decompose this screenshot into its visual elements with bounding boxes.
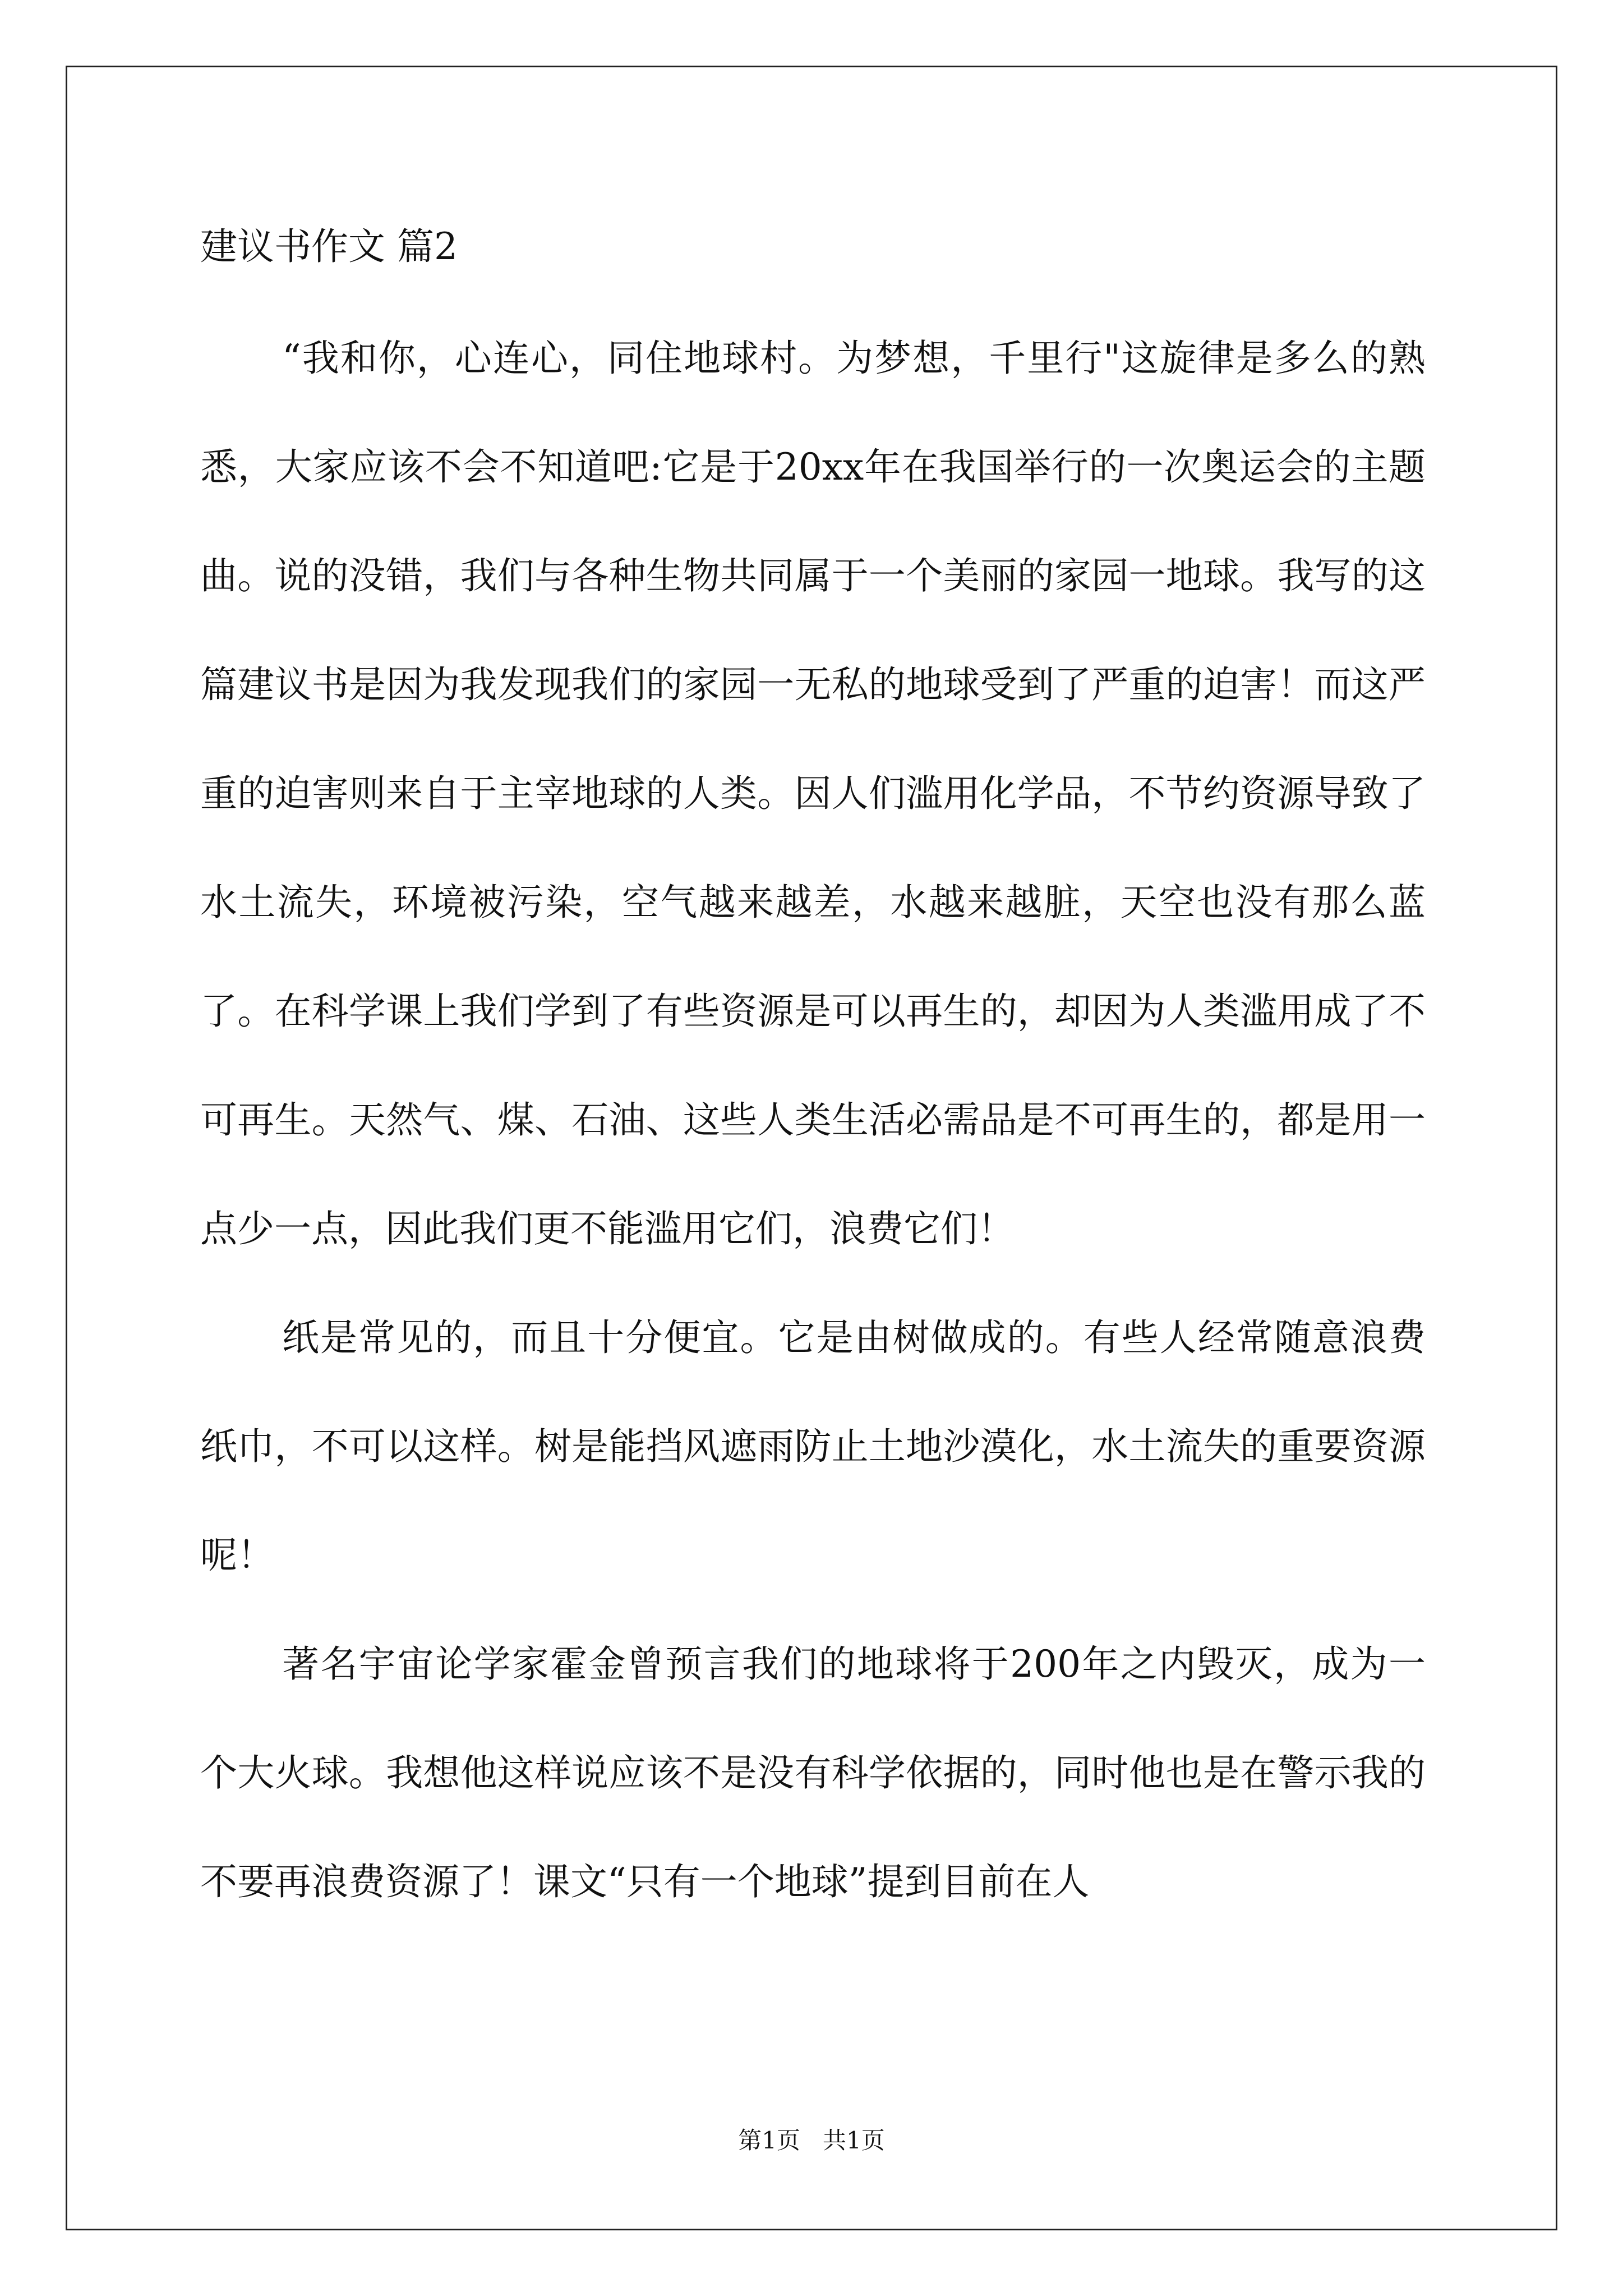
document-heading: 建议书作文 篇2 [200,225,458,268]
page-footer: 第1页 共1页 [738,2127,885,2154]
paragraph-3: 著名宇宙论学家霍金曾预言我们的地球将于200年之内毁灭，成为一个大火球。我想他这样说应该不是没有科学依据的，同时他也是在警示我的不要再浪费资源了！课文“只有一个地球”提到目前在人 [200,1642,1426,1903]
paragraph-2: 纸是常见的，而且十分便宜。它是由树做成的。有些人经常随意浪费纸巾，不可以这样。树是能挡风遮雨防止土地沙漠化，水土流失的重要资源呢！ [200,1316,1426,1577]
paragraph-1: “我和你，心连心，同住地球村。为梦想，千里行"这旋律是多么的熟悉，大家应该不会不知道吧:它是于20xx年在我国举行的一次奥运会的主题曲。说的没错，我们与各种生物共同属于一个美丽的家园一地球。我写的这篇建议书是因为我发现我们的家园一无私的地球受到了严重的迫害！而这严重的迫害则来自于主宰地球的人类。因人们滥用化学品，不节约资源导致了水土流失，环境被污染，空气越来越差，水越来越脏，天空也没有那么蓝了。在科学课上我们学到了有些资源是可以再生的，却因为人类滥用成了不可再生。天然气、煤、石油、这些人类生活必需品是不可再生的，都是用一点少一点，因此我们更不能滥用它们，浪费它们！ [200,337,1426,1250]
document-body [200,219,1426,1936]
